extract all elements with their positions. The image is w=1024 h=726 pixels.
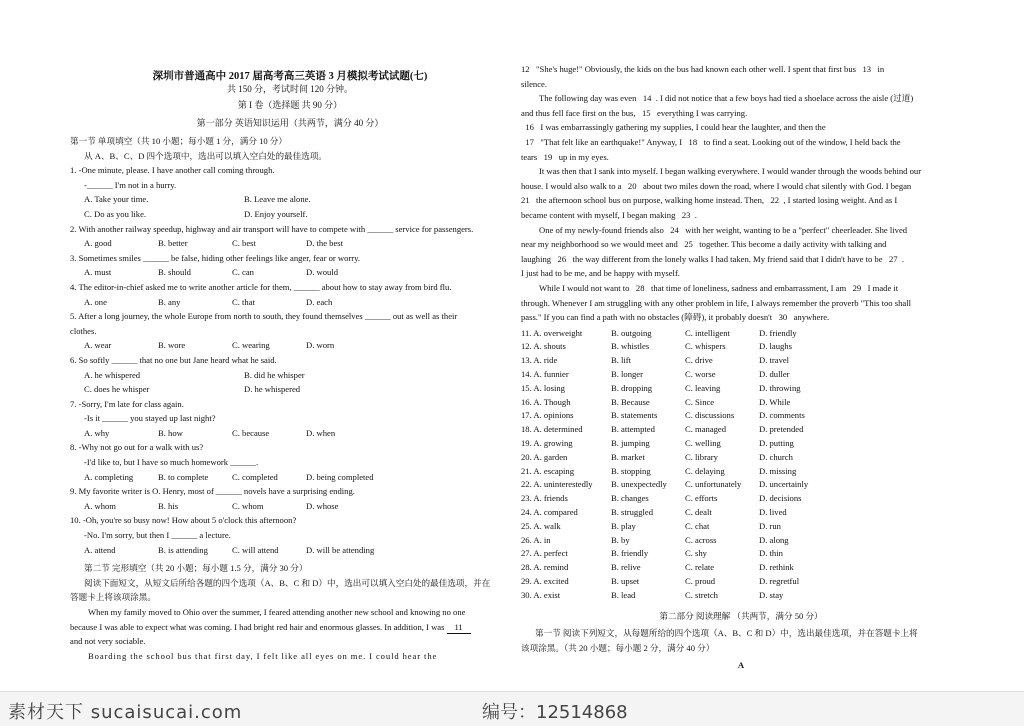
cloze-option[interactable]: C. relate: [685, 562, 715, 573]
question-9-options: [70, 499, 510, 514]
section2-heading: 第二节 完形填空（共 20 小题；每小题 1.5 分，满分 30 分）: [84, 563, 308, 574]
cloze-option[interactable]: D. uncertainly: [759, 479, 809, 490]
question-1-options: [70, 192, 510, 207]
cloze-choice-row: [521, 534, 961, 548]
option[interactable]: D. whose: [306, 500, 339, 511]
cloze-option[interactable]: C. across: [685, 534, 717, 545]
question-4-line: 4. The editor-in-chief asked me to write another article for them, ______ about how to stay away from bird flu.: [70, 281, 452, 292]
option[interactable]: B. any: [158, 296, 181, 307]
cloze-option[interactable]: C. intelligent: [685, 327, 730, 338]
cloze-option[interactable]: 28. A. remind: [521, 562, 569, 573]
question-5-options: [70, 338, 510, 353]
cloze-passage-continued: [521, 62, 961, 325]
cloze-option[interactable]: B. whistles: [611, 341, 650, 352]
cloze-option[interactable]: 23. A. friends: [521, 493, 568, 504]
cloze-option[interactable]: B. market: [611, 451, 645, 462]
question-3-line: 3. Sometimes smiles ______ be false, hiding other feelings like anger, fear or worry.: [70, 252, 361, 263]
cloze-option[interactable]: C. whispers: [685, 341, 726, 352]
question-4-options: [70, 295, 510, 310]
cloze-option[interactable]: B. dropping: [611, 382, 653, 393]
watermark-bar: [0, 691, 1024, 726]
cloze-option[interactable]: B. lead: [611, 589, 636, 600]
cloze-option[interactable]: D. thin: [759, 548, 783, 559]
option[interactable]: B. Leave me alone.: [244, 194, 311, 205]
cloze-option[interactable]: D. stay: [759, 589, 784, 600]
cloze-option[interactable]: B. lift: [611, 355, 632, 366]
cloze-option[interactable]: C. shy: [685, 548, 707, 559]
option[interactable]: B. should: [158, 267, 191, 278]
cloze-option[interactable]: D. duller: [759, 369, 790, 380]
question-5-line: clothes.: [70, 325, 97, 336]
cloze-option[interactable]: C. welling: [685, 438, 721, 449]
cloze-option[interactable]: 14. A. funnier: [521, 369, 569, 380]
option[interactable]: A. why: [84, 427, 110, 438]
cloze-option[interactable]: D. lived: [759, 507, 787, 518]
question-7-options: [70, 426, 510, 441]
cloze-option[interactable]: B. longer: [611, 369, 643, 380]
cloze-option[interactable]: C. dealt: [685, 507, 712, 518]
option[interactable]: A. attend: [84, 544, 116, 555]
cloze-choice-row: [521, 561, 961, 575]
option[interactable]: B. did he whisper: [244, 369, 305, 380]
cloze-option[interactable]: 30. A. exist: [521, 589, 561, 600]
option[interactable]: D. worn: [306, 340, 335, 351]
cloze-passage-line: tears 19 up in my eyes.: [521, 151, 609, 162]
option[interactable]: B. is attending: [158, 544, 208, 555]
cloze-passage-line: While I would not want to 28 that time of loneliness, sadness and embarrassment, I am 29 I made it: [539, 282, 899, 293]
option[interactable]: C. whom: [232, 500, 264, 511]
cloze-choice-row: [521, 382, 961, 396]
cloze-passage-line: laughing 26 the way different from the lonely walks I had taken. My friend said that I didn't have to be 27 .: [521, 253, 905, 264]
cloze-choice-row: [521, 327, 961, 341]
question-10-line: -No. I'm sorry, but then I ______ a lecture.: [84, 530, 231, 541]
option[interactable]: A. good: [84, 238, 112, 249]
cloze-para-2: Boarding the school bus that first day, I felt like all eyes on me. I could hear the: [88, 650, 438, 661]
cloze-option[interactable]: 19. A. growing: [521, 438, 573, 449]
option[interactable]: B. his: [158, 500, 179, 511]
cloze-choices: [521, 327, 961, 603]
cloze-passage-line: One of my newly-found friends also 24 with her weight, wanting to be a "perfect" cheerleader. She lived: [539, 224, 908, 235]
option[interactable]: D. Enjoy yourself.: [244, 208, 308, 219]
part2-heading: 第二部分 阅读理解 （共两节，满分 50 分）: [659, 610, 823, 621]
cloze-choice-row: [521, 465, 961, 479]
cloze-passage-line: and thus fell face first on the bus, 15 everything I was carrying.: [521, 107, 748, 118]
question-8-options: [70, 470, 510, 485]
cloze-option[interactable]: D. pretended: [759, 424, 804, 435]
question-3-options: [70, 265, 510, 280]
cloze-choice-row: [521, 423, 961, 437]
option[interactable]: A. whom: [84, 500, 116, 511]
cloze-passage-line: near my neighborhood so we would meet and 25 together. This become a daily activity with talking and: [521, 239, 887, 250]
cloze-option[interactable]: C. library: [685, 451, 718, 462]
cloze-option[interactable]: B. by: [611, 534, 630, 545]
cloze-option[interactable]: D. regretful: [759, 576, 800, 587]
cloze-option[interactable]: D. run: [759, 520, 781, 531]
cloze-option[interactable]: 22. A. uninterestedly: [521, 479, 593, 490]
cloze-passage-line: pass." If you can find a path with no obstacles (障碍), it probably doesn't 30 anywhere.: [521, 312, 830, 323]
cloze-choice-row: [521, 520, 961, 534]
option[interactable]: D. the best: [306, 238, 343, 249]
cloze-option[interactable]: 29. A. excited: [521, 576, 569, 587]
left-column: [70, 0, 510, 663]
cloze-choice-row: [521, 478, 961, 492]
cloze-option[interactable]: C. delaying: [685, 465, 725, 476]
watermark-site: 素材天下 sucaisucai.com: [8, 702, 243, 723]
cloze-option[interactable]: D. along: [759, 534, 789, 545]
cloze-option[interactable]: B. outgoing: [611, 327, 652, 338]
cloze-option[interactable]: B. Because: [611, 396, 650, 407]
option[interactable]: D. would: [306, 267, 338, 278]
cloze-option[interactable]: 27. A. perfect: [521, 548, 568, 559]
cloze-option[interactable]: D. friendly: [759, 327, 797, 338]
cloze-option[interactable]: C. drive: [685, 355, 713, 366]
question-1-options: [70, 207, 510, 222]
cloze-option[interactable]: B. upset: [611, 576, 640, 587]
option[interactable]: D. when: [306, 427, 336, 438]
watermark-id: 编号：12514868: [482, 702, 628, 723]
option[interactable]: B. better: [158, 238, 188, 249]
option[interactable]: C. wearing: [232, 340, 270, 351]
cloze-option[interactable]: 21. A. escaping: [521, 465, 574, 476]
cloze-option[interactable]: B. jumping: [611, 438, 650, 449]
cloze-option[interactable]: D. travel: [759, 355, 790, 366]
cloze-option[interactable]: 24. A. compared: [521, 507, 578, 518]
cloze-option[interactable]: 15. A. losing: [521, 382, 565, 393]
option[interactable]: C. Do as you like.: [84, 208, 147, 219]
cloze-choice-row: [521, 492, 961, 506]
part2-section-line-1: 第一节 阅读下列短文，从每题所给的四个选项（A、B、C 和 D）中，选出最佳选项，并在答题卡上将: [535, 628, 918, 639]
question-5-line: 5. After a long journey, the whole Europe from north to south, they found themselves ______ out as well as their: [70, 311, 458, 322]
cloze-option[interactable]: B. struggled: [611, 507, 654, 518]
cloze-choice-row: [521, 396, 961, 410]
cloze-option[interactable]: B. statements: [611, 410, 658, 421]
question-10-options: [70, 543, 510, 558]
cloze-option[interactable]: 26. A. in: [521, 534, 551, 545]
part2-section-line-2: 该项涂黑。（共 20 小题；每小题 2 分，满分 40 分）: [521, 642, 715, 653]
cloze-option[interactable]: D. laughs: [759, 341, 792, 352]
cloze-option[interactable]: D. putting: [759, 438, 794, 449]
cloze-passage-line: 16 I was embarrassingly gathering my supplies, I could hear the laughter, and then the: [521, 122, 826, 133]
option[interactable]: A. one: [84, 296, 107, 307]
cloze-option[interactable]: D. throwing: [759, 382, 801, 393]
question-7-line: -Is it ______ you stayed up last night?: [84, 413, 216, 424]
option[interactable]: A. Take your time.: [84, 194, 149, 205]
option[interactable]: C. that: [232, 296, 255, 307]
cloze-choice-row: [521, 506, 961, 520]
option[interactable]: D. each: [306, 296, 333, 307]
cloze-passage-line: 21 the afternoon school bus on purpose, walking home instead. Then, 22 , I started losing weight. And as I: [521, 195, 898, 206]
question-2-options: [70, 236, 510, 251]
option[interactable]: C. completed: [232, 471, 278, 482]
option[interactable]: D. will be attending: [306, 544, 375, 555]
option[interactable]: C. because: [232, 427, 270, 438]
option[interactable]: B. wore: [158, 340, 186, 351]
question-8-line: 8. -Why not go out for a walk with us?: [70, 442, 204, 453]
option[interactable]: B. to complete: [158, 471, 209, 482]
volume-heading: 第 I 卷（选择题 共 90 分）: [237, 100, 343, 110]
question-6-line: 6. So softly ______ that no one but Jane heard what he said.: [70, 354, 277, 365]
cloze-passage-line: through. Whenever I am struggling with any other problem in life, I always remember the proverb "This too shall: [521, 297, 911, 308]
cloze-option[interactable]: C. discussions: [685, 410, 735, 421]
option[interactable]: C. can: [232, 267, 254, 278]
cloze-option[interactable]: B. relive: [611, 562, 641, 573]
section1-instruction: 从 A、B、C、D 四个选项中，选出可以填入空白处的最佳选项。: [84, 150, 328, 161]
exam-title: 深圳市普通高中 2017 届高考高三英语 3 月模拟考试试题(七): [152, 71, 428, 82]
cloze-option[interactable]: B. attempted: [611, 424, 655, 435]
cloze-passage-line: 17 "That felt like an earthquake!" Anyway, I 18 to find a seat. Looking out of the window, I held back the: [521, 136, 901, 147]
cloze-choice-row: [521, 437, 961, 451]
cloze-option[interactable]: B. changes: [611, 493, 649, 504]
cloze-choice-row: [521, 589, 961, 603]
question-10-line: 10. -Oh, you're so busy now! How about 5 o'clock this afternoon?: [70, 515, 297, 526]
score-time: 共 150 分，考试时间 120 分钟。: [226, 84, 353, 94]
cloze-option[interactable]: D. comments: [759, 410, 805, 421]
cloze-choice-row: [521, 340, 961, 354]
cloze-option[interactable]: C. proud: [685, 576, 716, 587]
cloze-para-1a: When my family moved to Ohio over the summer, I feared attending another new school and knowing no one: [88, 607, 466, 617]
option[interactable]: C. will attend: [232, 544, 279, 555]
section2-instruction-2: 答题卡上将该项涂黑。: [70, 592, 156, 603]
cloze-option[interactable]: C. stretch: [685, 589, 718, 600]
mcq-list: [70, 163, 510, 557]
option[interactable]: C. best: [232, 238, 256, 249]
question-6-options: [70, 368, 510, 383]
cloze-option[interactable]: 11. A. overweight: [521, 327, 583, 338]
cloze-option[interactable]: C. leaving: [685, 382, 721, 393]
cloze-para-1b: [70, 620, 510, 635]
cloze-option[interactable]: 17. A. opinions: [521, 410, 574, 421]
cloze-option[interactable]: B. unexpectedly: [611, 479, 667, 490]
cloze-passage-line: It was then that I sank into myself. I began walking everywhere. I would wander through the woods behind our: [539, 166, 922, 177]
cloze-option[interactable]: 25. A. walk: [521, 520, 561, 531]
cloze-option[interactable]: 16. A. Though: [521, 396, 571, 407]
cloze-option[interactable]: 18. A. determined: [521, 424, 583, 435]
passage-label: A: [737, 660, 745, 671]
option[interactable]: A. must: [84, 267, 112, 278]
cloze-option[interactable]: C. Since: [685, 396, 715, 407]
option[interactable]: D. being completed: [306, 471, 374, 482]
cloze-passage-line: house. I would also walk to a 20 about two miles down the road, where I would chat silently with God. I began: [521, 180, 912, 191]
cloze-choice-row: [521, 368, 961, 382]
question-8-line: -I'd like to, but I have so much homework ______.: [84, 457, 259, 468]
cloze-passage-line: 12 "She's huge!" Obviously, the kids on the bus had known each other well. I spent that first bus 13 in: [521, 64, 885, 74]
cloze-option[interactable]: B. play: [611, 520, 636, 531]
part1-heading: 第一部分 英语知识运用（共两节，满分 40 分）: [196, 118, 384, 128]
option[interactable]: A. wear: [84, 340, 112, 351]
question-2-line: 2. With another railway speedup, highway and air transport will have to compete with ______ service for passengers.: [70, 223, 474, 234]
cloze-passage-line: I just had to be me, and be happy with myself.: [521, 268, 680, 279]
cloze-option[interactable]: C. managed: [685, 424, 727, 435]
section1-heading: 第一节 单项填空（共 10 小题；每小题 1 分，满分 10 分）: [70, 136, 287, 146]
option[interactable]: C. does he whisper: [84, 384, 150, 395]
option[interactable]: A. completing: [84, 471, 134, 482]
cloze-option[interactable]: D. While: [759, 396, 791, 407]
cloze-option[interactable]: C. unfortunately: [685, 479, 742, 490]
section2-instruction-1: 阅读下面短文，从短文后所给各题的四个选项（A、B、C 和 D）中，选出可以填入空白处的最佳选项，并在: [84, 577, 491, 588]
cloze-para-1c: and not very sociable.: [70, 636, 146, 647]
cloze-choice-row: [521, 575, 961, 589]
cloze-choice-row: [521, 409, 961, 423]
option[interactable]: A. he whispered: [84, 369, 141, 380]
cloze-option[interactable]: B. stopping: [611, 465, 651, 476]
cloze-choice-row: [521, 354, 961, 368]
option[interactable]: D. he whispered: [244, 384, 301, 395]
question-1-line: -______ I'm not in a hurry.: [84, 179, 177, 190]
option[interactable]: B. how: [158, 427, 183, 438]
cloze-option[interactable]: B. friendly: [611, 548, 649, 559]
cloze-choice-row: [521, 451, 961, 465]
cloze-option[interactable]: D. church: [759, 451, 793, 462]
cloze-option[interactable]: D. rethink: [759, 562, 794, 573]
cloze-option[interactable]: C. worse: [685, 369, 716, 380]
right-column: [521, 62, 961, 673]
question-6-options: [70, 382, 510, 397]
cloze-option[interactable]: 20. A. garden: [521, 451, 568, 462]
question-7-line: 7. -Sorry, I'm late for class again.: [70, 398, 184, 409]
cloze-option[interactable]: D. missing: [759, 465, 797, 476]
cloze-option[interactable]: 12. A. shouts: [521, 341, 566, 352]
question-9-line: 9. My favorite writer is O. Henry, most of ______ novels have a surprising ending.: [70, 486, 355, 497]
cloze-choice-row: [521, 547, 961, 561]
blank-11: 11: [447, 622, 471, 634]
cloze-passage-line: silence.: [521, 78, 548, 89]
cloze-text: because I was able to expect what was coming. I had bright red hair and enormous glasses. In addition, I was: [70, 621, 447, 632]
cloze-option[interactable]: C. chat: [685, 520, 710, 531]
cloze-option[interactable]: 13. A. ride: [521, 355, 558, 366]
cloze-option[interactable]: C. efforts: [685, 493, 718, 504]
cloze-passage-line: became content with myself, I began making 23 .: [521, 209, 697, 220]
question-1-line: 1. -One minute, please. I have another call coming through.: [70, 165, 275, 176]
cloze-passage-line: The following day was even 14 . I did not notice that a few boys had tied a shoelace across the aisle (过道): [539, 93, 914, 104]
cloze-option[interactable]: D. decisions: [759, 493, 802, 504]
